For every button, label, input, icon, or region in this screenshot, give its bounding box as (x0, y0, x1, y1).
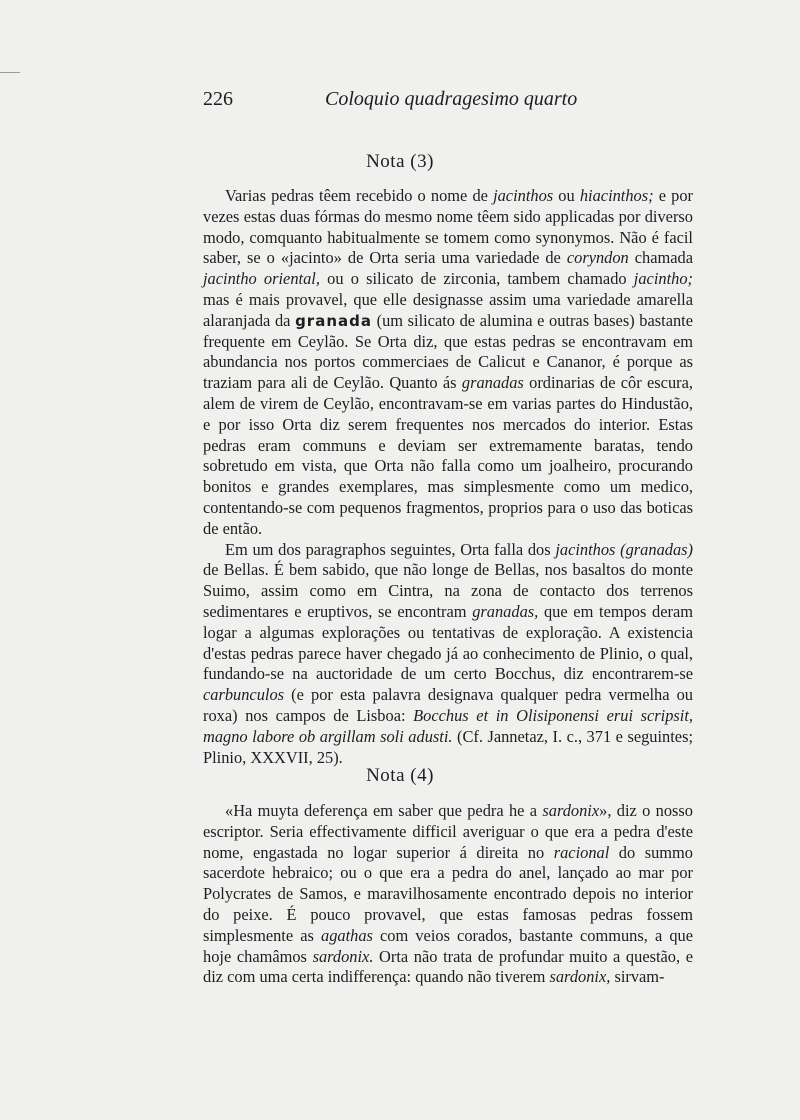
italic-run: coryndon (566, 248, 629, 268)
italic-run: sardonix. (312, 946, 374, 966)
margin-mark (0, 72, 20, 73)
italic-run: jacinthos (granadas) (555, 539, 693, 559)
text-run: com veios corados, bastante communs, a que hoje chamâmos (203, 925, 693, 966)
text-run: », diz o nosso escriptor. Seria effectivamente difficil averiguar o que era a pedra d'este nome, engastada no logar superior á direita no (203, 801, 693, 862)
text-run: ou o silicato de zirconia, tambem chamado (319, 269, 634, 289)
italic-run: granadas, (472, 601, 539, 621)
italic-run: jacinthos (493, 186, 554, 205)
section-heading-nota-4: Nota (4) (366, 765, 434, 786)
italic-run: granadas (461, 373, 524, 393)
running-title: Coloquio quadragesimo quarto (325, 88, 578, 110)
blackletter-run: granada (295, 311, 372, 330)
text-run: (e por esta palavra designava qualquer pedra vermelha ou roxa) nos campos de Lisboa: (203, 685, 693, 725)
page-number: 226 (203, 88, 233, 110)
text-run: (Cf. Jannetaz, I. c., 371 e seguintes; Plinio, XXXVII, 25). (203, 726, 694, 767)
text-run: mas é mais provavel, que elle designasse assim uma variedade amarella alaranjada da (203, 289, 693, 330)
note-3-text (203, 186, 693, 768)
paragraph (203, 186, 693, 540)
text-run: Em um dos paragraphos seguintes, Orta falla dos (225, 539, 556, 559)
text-run: ordinarias de côr escura, alem de virem de Ceylão, encontravam-se em varias partes do Hindustão, e por isso Orta diz serem frequentes nos mercados do interior. Estas pedras eram communs e deviam ser extremamente baratas, tendo sobretudo em vista, que Orta não falla como um joalheiro, procurando bonitos e grandes exemplares, mas simplesmente como um medico, contentando-se com pequenos fragmentos, proprios para o uso das boticas de então. (203, 373, 693, 538)
text-run: e por vezes estas duas fórmas do mesmo nome têem sido applicadas por diverso modo, comquanto habitualmente se tomem como synonymos. Não é facil saber, se o «jacinto» de Orta seria uma variedade de (203, 186, 693, 268)
text-run: do summo sacerdote hebraico; ou o que era a pedra do anel, lançado ao mar por Polycrates de Samos, e maravilhosamente encontrado depois no interior do peixe. É pouco provavel, que estas famosas pedras fossem simplesmente as (203, 842, 693, 945)
text-run: que em tempos deram logar a algumas explorações ou tentativas de exploração. A existencia d'estas pedras parece haver chegado já ao conhecimento de Plinio, o qual, fundando-se na auctoridade de um certo Bocchus, diz encontrarem-se (203, 601, 693, 684)
section-heading-nota-3: Nota (3) (366, 151, 434, 172)
italic-run: jacintho oriental, (203, 269, 320, 289)
italic-run: carbunculos (203, 685, 285, 705)
italic-run: jacintho; (633, 269, 693, 289)
text-run: «Ha muyta deferença em saber que pedra he a (225, 801, 543, 820)
italic-run: sardonix (542, 801, 600, 820)
italic-run: Bocchus et in Olisiponensi erui scripsit, magno labore ob argillam soli adusti. (203, 705, 693, 746)
text-run: (um silicato de alumina e outras bases) bastante frequente em Ceylão. Se Orta diz, que estas pedras se encontravam em abundancia nos portos commerciaes de Calicut e Cananor, é porque as traziam para ali de Ceylão. Quanto ás (203, 310, 693, 393)
paragraph (203, 540, 693, 769)
text-run: Orta não trata de profundar muito a questão, e diz com uma certa indifferença: quando não tiverem (203, 946, 693, 987)
italic-run: agathas (321, 925, 373, 945)
text-run: ou (553, 186, 580, 205)
italic-run: sardonix, (549, 967, 611, 987)
text-run: Varias pedras têem recebido o nome de (225, 186, 494, 205)
text-run: de Bellas. É bem sabido, que não longe de Bellas, nos basaltos do monte Suimo, assim como em Cintra, na zona de contacto dos terrenos sedimentares e eruptivos, se encontram (203, 560, 693, 621)
text-run: chamada (628, 248, 693, 268)
text-run: sirvam- (610, 967, 665, 987)
note-4-text (203, 801, 693, 988)
italic-run: hiacinthos; (579, 186, 654, 205)
paragraph (203, 801, 693, 988)
italic-run: racional (553, 842, 610, 862)
